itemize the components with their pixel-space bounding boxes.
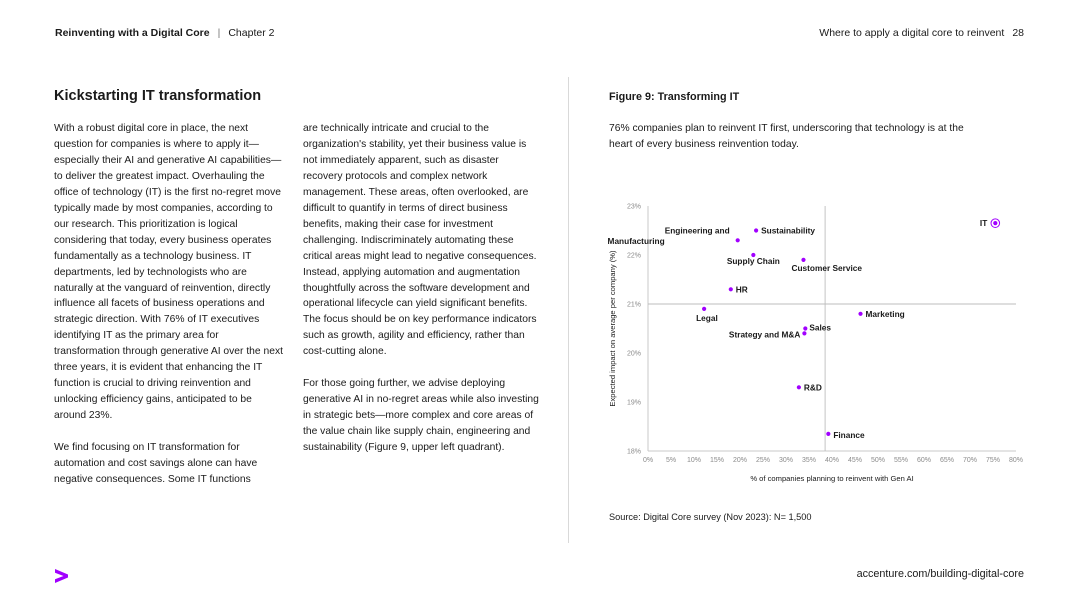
x-tick-label: 15% xyxy=(709,457,725,464)
y-tick-label: 23% xyxy=(626,203,641,211)
paragraph: For those going further, we advise deploying generative AI in no-regret areas while also investing in strategic bets—more complex and core areas of the value chain like supply chain, engineering and sustainability (Figure 9, upper left quadrant). xyxy=(303,378,539,454)
section-label: Where to apply a digital core to reinvent xyxy=(819,27,1005,39)
point-hr-marker xyxy=(729,287,733,291)
header-separator: | xyxy=(217,27,221,39)
point-sales-label: Sales xyxy=(809,322,832,333)
point-sales-marker xyxy=(803,326,807,330)
point-customer-service-marker xyxy=(801,258,805,262)
point-it-marker xyxy=(993,221,997,225)
point-r-d-label: R&D xyxy=(803,382,822,393)
x-tick-label: 40% xyxy=(824,457,840,464)
x-tick-label: 65% xyxy=(939,457,955,464)
point-strategy-and-m-a-label: Strategy and M&A xyxy=(728,329,801,340)
document-title: Reinventing with a Digital Core xyxy=(55,27,210,39)
y-tick-label: 19% xyxy=(626,399,641,407)
point-finance-label: Finance xyxy=(833,429,865,440)
x-tick-label: 50% xyxy=(870,457,886,464)
point-legal-label: Legal xyxy=(696,312,718,323)
x-tick-label: 35% xyxy=(801,457,817,464)
x-tick-label: 75% xyxy=(985,457,1001,464)
chevron-right-icon xyxy=(54,569,69,583)
body-column-1 xyxy=(54,121,286,504)
y-tick-label: 18% xyxy=(626,448,641,456)
point-customer-service-label: Customer Service xyxy=(791,262,863,273)
scatter-chart xyxy=(600,195,1030,490)
page-number: 28 xyxy=(1012,27,1024,39)
y-axis-title: Expected impact on average per company (%) xyxy=(608,250,617,407)
body-column-2 xyxy=(303,121,539,472)
paragraph: are technically intricate and crucial to the organization's stability, yet their business value is not immediately apparent, such as disaster recovery protocols and complex network management. These areas, often overlooked, are difficult to quantify in terms of direct business benefits, making their case for investment challenging. Indiscriminately automating these critical areas might lead to negative consequences. Instead, applying automation and augmentation thoughtfully across the software development and operational lifecycle can yield significant benefits. The focus should be on key performance indicators such as growth, agility and efficiency, rather than cost-cutting alone. xyxy=(303,123,537,358)
point-marketing-label: Marketing xyxy=(865,308,905,319)
x-tick-label: 10% xyxy=(686,457,702,464)
x-tick-label: 20% xyxy=(732,457,748,464)
point-finance-marker xyxy=(826,432,830,436)
figure-subtitle: 76% companies plan to reinvent IT first, underscoring that technology is at the heart of every business reinvention today. xyxy=(609,123,964,150)
x-tick-label: 0% xyxy=(642,457,654,464)
paragraph: We find focusing on IT transformation for automation and cost savings alone can have negative consequences. Some IT functions xyxy=(54,442,258,486)
figure-source: Source: Digital Core survey (Nov 2023): N= 1,500 xyxy=(609,512,812,522)
point-sustainability-label: Sustainability xyxy=(761,225,816,236)
x-tick-label: 80% xyxy=(1008,457,1024,464)
point-legal-marker xyxy=(702,307,706,311)
point-it-label: IT xyxy=(979,218,988,229)
chapter-label: Chapter 2 xyxy=(228,27,275,39)
y-tick-label: 21% xyxy=(626,301,641,309)
point-engineering-and-manufacturing-label: Engineering and Manufacturing xyxy=(607,225,730,246)
y-tick-label: 20% xyxy=(626,350,641,358)
accenture-chevron-logo xyxy=(54,569,69,588)
point-engineering-and-manufacturing-marker xyxy=(736,238,740,242)
x-tick-label: 25% xyxy=(755,457,771,464)
x-tick-label: 70% xyxy=(962,457,978,464)
x-tick-label: 45% xyxy=(847,457,863,464)
point-supply-chain-label: Supply Chain xyxy=(726,256,780,266)
x-tick-label: 55% xyxy=(893,457,909,464)
point-marketing-marker xyxy=(858,312,862,316)
x-axis-title: % of companies planning to reinvent with Gen AI xyxy=(750,474,914,483)
header-right xyxy=(819,27,1024,39)
figure-title: Figure 9: Transforming IT xyxy=(609,91,740,103)
column-divider xyxy=(568,77,569,543)
x-tick-label: 30% xyxy=(778,457,794,464)
section-title: Kickstarting IT transformation xyxy=(54,88,262,104)
point-sustainability-marker xyxy=(754,228,758,232)
point-hr-label: HR xyxy=(735,284,748,295)
point-r-d-marker xyxy=(797,385,801,389)
x-tick-label: 60% xyxy=(916,457,932,464)
x-tick-label: 5% xyxy=(665,457,677,464)
point-strategy-and-m-a-marker xyxy=(802,331,806,335)
footer-url[interactable]: accenture.com/building-digital-core xyxy=(856,568,1024,580)
paragraph: With a robust digital core in place, the next question for companies is where to apply it—especially their AI and generative AI capabilities—to deliver the greatest impact. Overhauling the office of technology (IT) is the first no-regret move typically made by most companies, according to our research. This prioritization is logical considering that today, every business operates fundamentally as a technology business. IT departments, led by technologists who are naturally at the vanguard of reinvention, directly influence all facets of business operations and strategic direction. With 76% of IT executives identifying IT as the primary area for transformation through generative AI over the next three years, it is evident that enhancing the IT function is crucial to driving reinvention and unlocking efficiency gains, anticipated to be around 23%. xyxy=(54,123,283,422)
y-tick-label: 22% xyxy=(626,252,641,260)
page-header xyxy=(55,27,1024,41)
